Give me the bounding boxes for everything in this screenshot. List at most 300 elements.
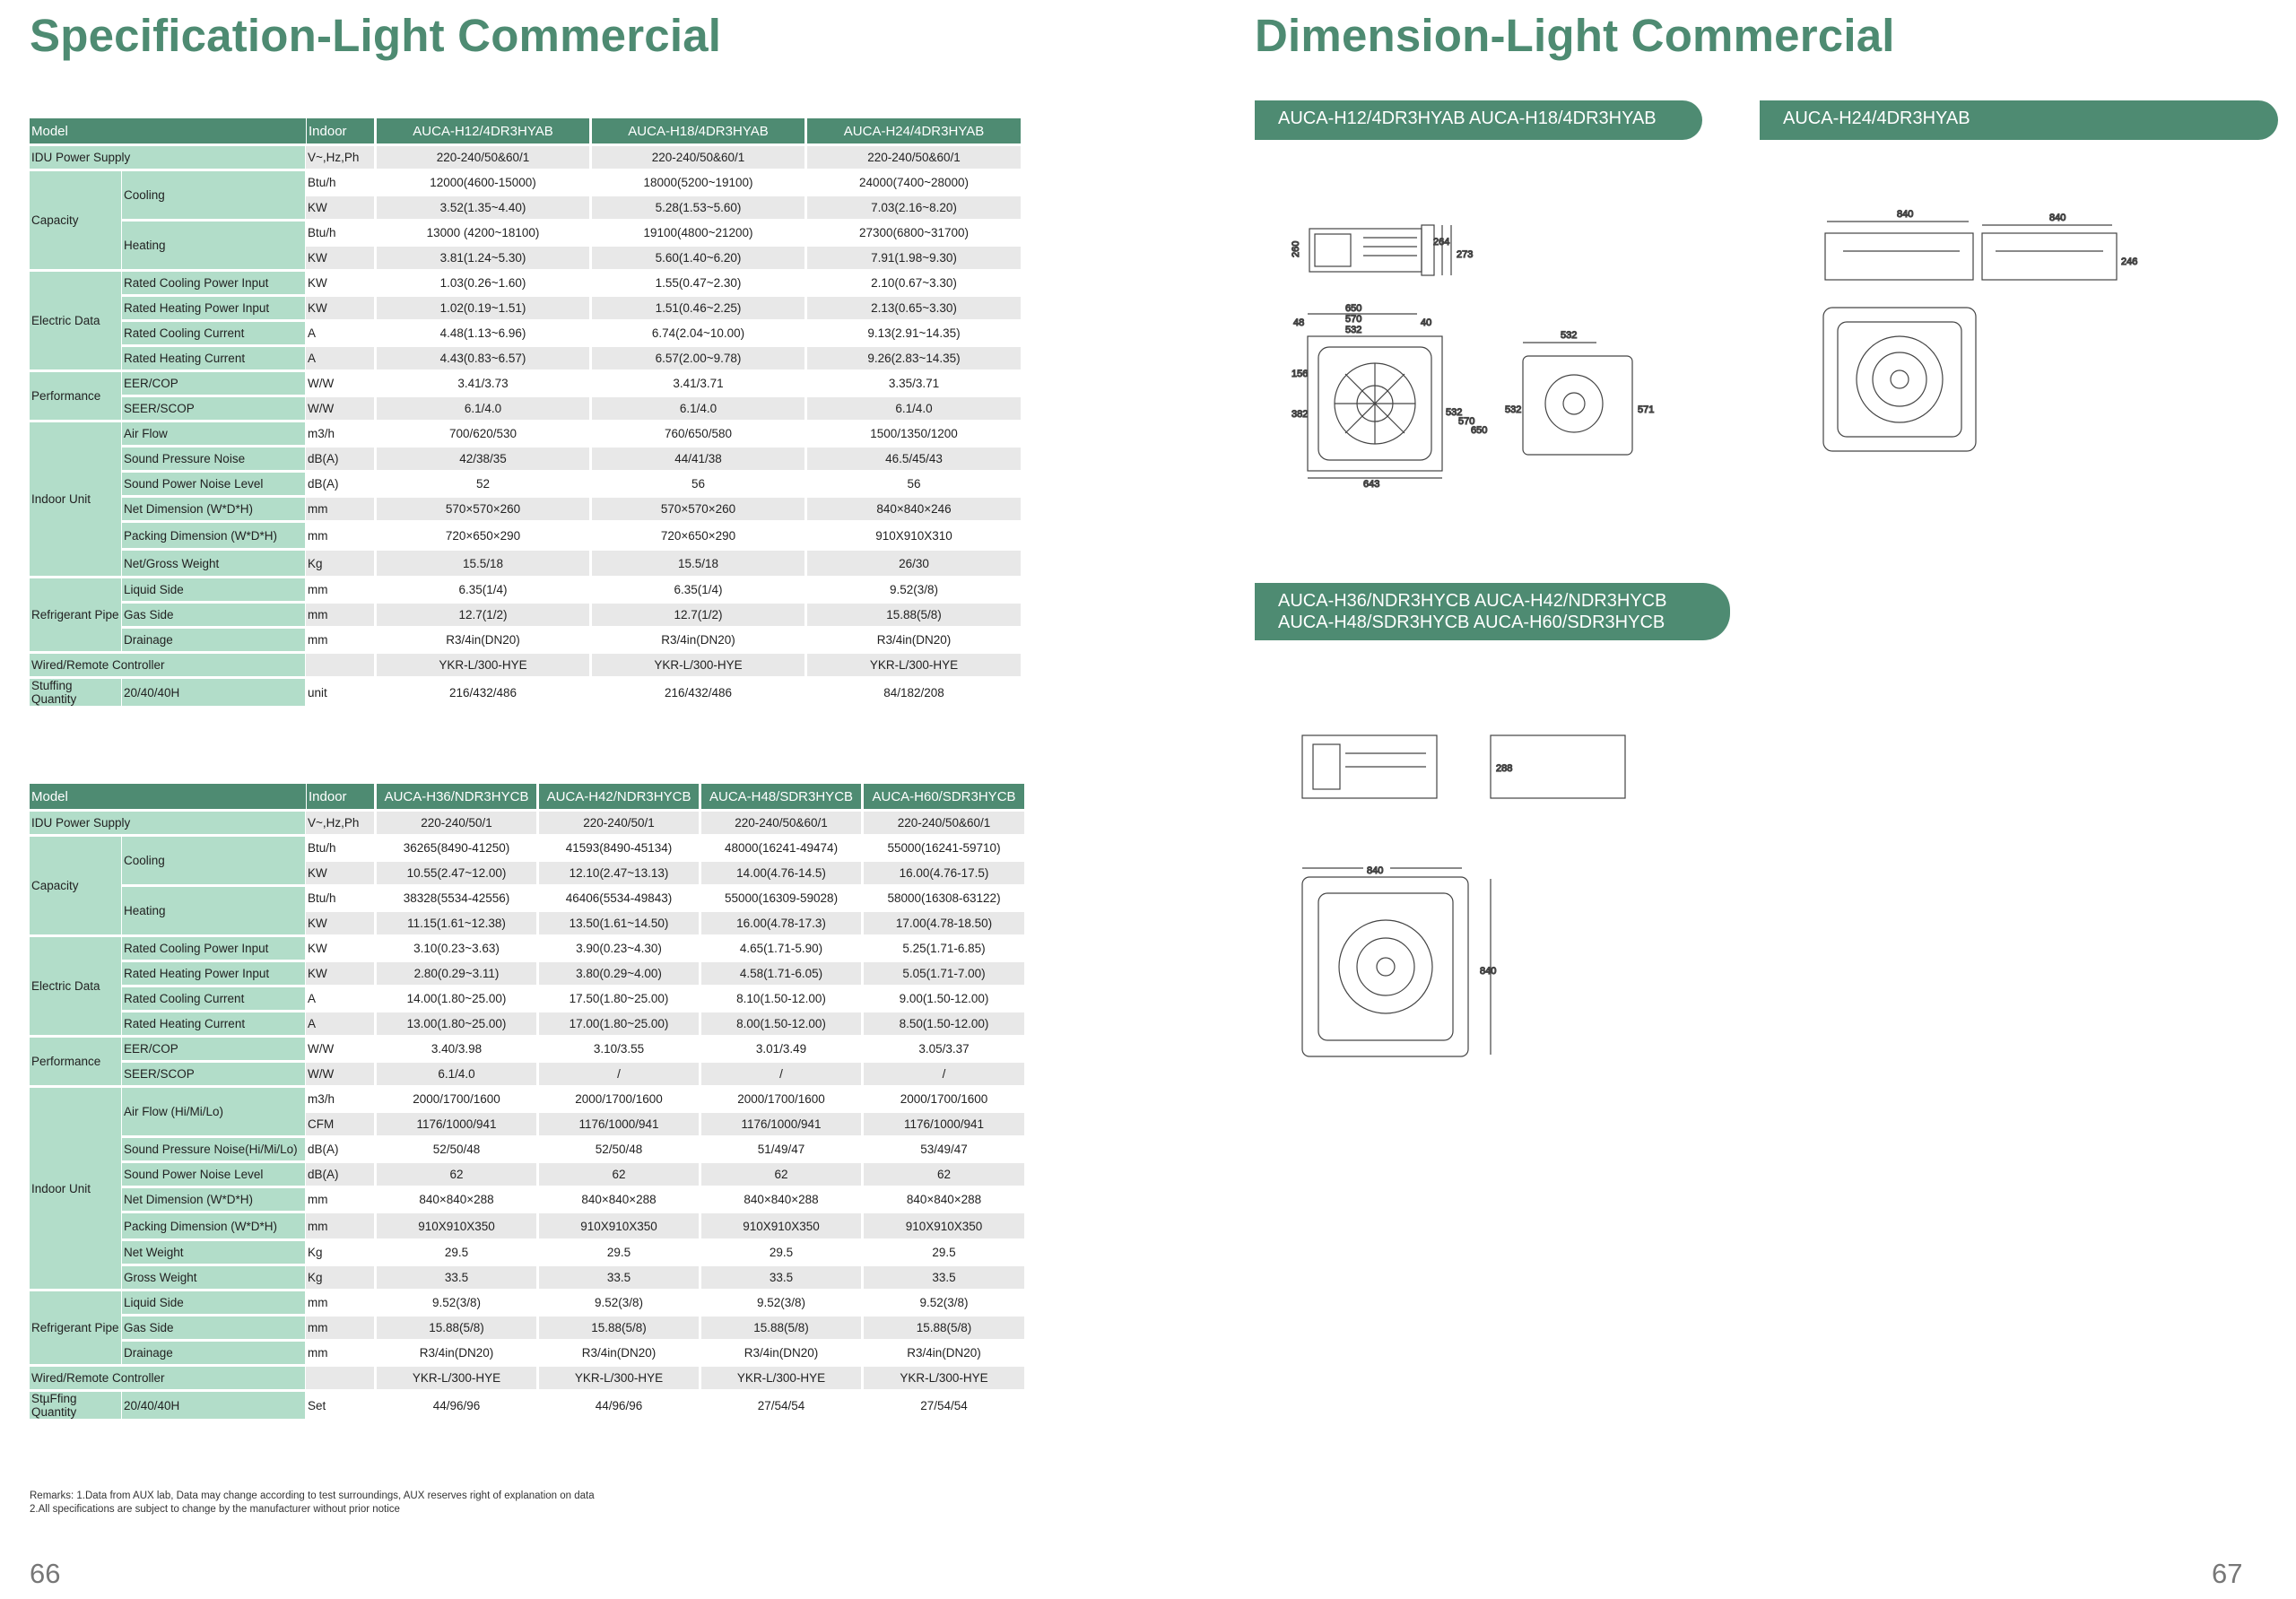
value-cell: 17.00(1.80~25.00) (536, 1012, 699, 1038)
row-group-label: Performance (30, 1038, 122, 1088)
model-banner-small-cassette (1255, 100, 1702, 140)
value-cell: 2000/1700/1600 (536, 1088, 699, 1113)
value-cell: 84/182/208 (804, 679, 1021, 708)
value-cell: 52 (374, 473, 589, 498)
row-unit: A (306, 987, 374, 1012)
value-cell: 9.26(2.83~14.35) (804, 347, 1021, 372)
h24-top-view (1823, 308, 1976, 451)
table-row (30, 1038, 1024, 1063)
header-model-name: AUCA-H60/SDR3HYCB (861, 784, 1024, 812)
header-model-label: Model (30, 784, 306, 812)
table-row (30, 372, 1021, 397)
row-unit: Set (306, 1392, 374, 1421)
dim-label: 40 (1421, 317, 1432, 328)
table-row (30, 962, 1024, 987)
table-row (30, 629, 1021, 654)
value-cell: 4.58(1.71-6.05) (699, 962, 861, 987)
row-sub-label: Heating (122, 222, 306, 272)
row-unit: dB(A) (306, 1138, 374, 1163)
value-cell: 760/650/580 (589, 422, 804, 448)
row-sub-label: Air Flow (122, 422, 306, 448)
value-cell: 3.10/3.55 (536, 1038, 699, 1063)
table-row (30, 1342, 1024, 1367)
value-cell: R3/4in(DN20) (699, 1342, 861, 1367)
value-cell: 41593(8490-45134) (536, 837, 699, 862)
row-sub-label: Packing Dimension (W*D*H) (122, 523, 306, 551)
value-cell: 16.00(4.78-17.3) (699, 912, 861, 937)
value-cell: 4.43(0.83~6.57) (374, 347, 589, 372)
value-cell: 1176/1000/941 (699, 1113, 861, 1138)
dim-label: 532 (1446, 407, 1463, 418)
row-unit: Btu/h (306, 222, 374, 247)
row-unit: Btu/h (306, 837, 374, 862)
value-cell: 216/432/486 (374, 679, 589, 708)
value-cell: 220-240/50/1 (374, 812, 536, 837)
row-sub-label: Packing Dimension (W*D*H) (122, 1213, 306, 1241)
remarks (30, 1490, 595, 1516)
table-row (30, 654, 1021, 679)
row-sub-label: Heating (122, 887, 306, 937)
value-cell: 19100(4800~21200) (589, 222, 804, 247)
value-cell: 700/620/530 (374, 422, 589, 448)
dim-label: 840 (1367, 865, 1384, 876)
row-sub-label: Cooling (122, 837, 306, 887)
value-cell: 44/96/96 (536, 1392, 699, 1421)
value-cell: 62 (861, 1163, 1024, 1188)
table-row (30, 1138, 1024, 1163)
value-cell: 6.1/4.0 (374, 397, 589, 422)
value-cell: 8.10(1.50-12.00) (699, 987, 861, 1012)
dim-label: 273 (1457, 249, 1474, 260)
value-cell: 220-240/50&60/1 (374, 146, 589, 171)
value-cell: 216/432/486 (589, 679, 804, 708)
row-unit: Kg (306, 551, 374, 578)
table-row (30, 498, 1021, 523)
front-view-box (1313, 744, 1340, 789)
row-unit: mm (306, 1188, 374, 1213)
table-row (30, 1392, 1024, 1421)
table-row (30, 272, 1021, 297)
row-sub-label: Rated Cooling Power Input (122, 937, 306, 962)
row-unit: mm (306, 578, 374, 604)
dim-label: 246 (2121, 256, 2138, 267)
value-cell: 46.5/45/43 (804, 448, 1021, 473)
value-cell: 1176/1000/941 (536, 1113, 699, 1138)
value-cell: 9.52(3/8) (374, 1291, 536, 1317)
row-unit: W/W (306, 397, 374, 422)
value-cell: 46406(5534-49843) (536, 887, 699, 912)
dimension-drawing-h24-cassette (1816, 202, 2138, 471)
value-cell: 3.52(1.35~4.40) (374, 196, 589, 222)
value-cell: 220-240/50&60/1 (699, 812, 861, 837)
dim-label: 571 (1638, 404, 1655, 415)
h24-front-view (1825, 233, 1973, 280)
value-cell: 3.05/3.37 (861, 1038, 1024, 1063)
value-cell: 33.5 (536, 1266, 699, 1291)
row-group-label: Wired/Remote Controller (30, 1367, 306, 1392)
row-sub-label: Rated Heating Power Input (122, 962, 306, 987)
value-cell: 33.5 (374, 1266, 536, 1291)
value-cell: 1176/1000/941 (374, 1113, 536, 1138)
value-cell: 15.88(5/8) (536, 1317, 699, 1342)
row-sub-label: Rated Heating Current (122, 1012, 306, 1038)
value-cell: 5.25(1.71-6.85) (861, 937, 1024, 962)
row-group-label: Electric Data (30, 272, 122, 372)
model-banner-large-cassette (1255, 583, 1730, 640)
row-unit: mm (306, 1213, 374, 1241)
value-cell: 3.10(0.23~3.63) (374, 937, 536, 962)
row-unit: V~,Hz,Ph (306, 812, 374, 837)
side-unit-outline (1523, 356, 1632, 455)
value-cell: 5.28(1.53~5.60) (589, 196, 804, 222)
value-cell: 1.02(0.19~1.51) (374, 297, 589, 322)
value-cell: 15.88(5/8) (804, 604, 1021, 629)
value-cell: 840×840×246 (804, 498, 1021, 523)
value-cell: 2000/1700/1600 (699, 1088, 861, 1113)
dim-label: 840 (1897, 209, 1914, 220)
value-cell: 910X910X350 (374, 1213, 536, 1241)
row-sub-label: Rated Heating Power Input (122, 297, 306, 322)
side-view-box (1315, 234, 1351, 266)
value-cell: 5.05(1.71-7.00) (861, 962, 1024, 987)
value-cell: 840×840×288 (536, 1188, 699, 1213)
table-row (30, 347, 1021, 372)
value-cell: 5.60(1.40~6.20) (589, 247, 804, 272)
row-unit: dB(A) (306, 1163, 374, 1188)
value-cell: 4.65(1.71-5.90) (699, 937, 861, 962)
value-cell: 62 (536, 1163, 699, 1188)
value-cell: 56 (589, 473, 804, 498)
dim-label: 643 (1363, 479, 1380, 490)
row-sub-label: EER/COP (122, 1038, 306, 1063)
value-cell: YKR-L/300-HYE (589, 654, 804, 679)
value-cell: 10.55(2.47~12.00) (374, 862, 536, 887)
table-row (30, 448, 1021, 473)
row-unit: KW (306, 247, 374, 272)
value-cell: 6.35(1/4) (374, 578, 589, 604)
row-group-label: Indoor Unit (30, 422, 122, 578)
value-cell: 15.88(5/8) (374, 1317, 536, 1342)
value-cell: 6.1/4.0 (589, 397, 804, 422)
value-cell: 13000 (4200~18100) (374, 222, 589, 247)
value-cell: 9.13(2.91~14.35) (804, 322, 1021, 347)
value-cell: R3/4in(DN20) (374, 629, 589, 654)
header-indoor-label: Indoor (306, 784, 374, 812)
row-unit: Btu/h (306, 171, 374, 196)
page-number-right: 67 (2212, 1558, 2243, 1589)
value-cell: R3/4in(DN20) (374, 1342, 536, 1367)
row-sub-label: Gas Side (122, 1317, 306, 1342)
row-unit: KW (306, 862, 374, 887)
value-cell: 15.88(5/8) (699, 1317, 861, 1342)
table-row (30, 604, 1021, 629)
value-cell: 17.00(4.78-18.50) (861, 912, 1024, 937)
value-cell: 44/41/38 (589, 448, 804, 473)
banner-text-line-1: AUCA-H36/NDR3HYCB AUCA-H42/NDR3HYCB (1278, 591, 1667, 611)
h24-hub (1891, 370, 1909, 388)
value-cell: 9.52(3/8) (804, 578, 1021, 604)
value-cell: 2.10(0.67~3.30) (804, 272, 1021, 297)
row-group-label: Indoor Unit (30, 1088, 122, 1291)
value-cell: 6.57(2.00~9.78) (589, 347, 804, 372)
table-row (30, 171, 1021, 196)
value-cell: 1500/1350/1200 (804, 422, 1021, 448)
banner-text: AUCA-H24/4DR3HYAB (1783, 109, 1970, 128)
value-cell: 48000(16241-49474) (699, 837, 861, 862)
row-unit: mm (306, 629, 374, 654)
row-group-label: IDU Power Supply (30, 146, 306, 171)
remark-line-2: 2.All specifications are subject to change by the manufacturer without prior notice (30, 1504, 400, 1515)
table-row (30, 1317, 1024, 1342)
value-cell: 42/38/35 (374, 448, 589, 473)
row-unit: mm (306, 498, 374, 523)
row-sub-label: Sound Pressure Noise (122, 448, 306, 473)
h24-side-view (1982, 233, 2117, 280)
row-sub-label: Sound Power Noise Level (122, 1163, 306, 1188)
value-cell: 1.03(0.26~1.60) (374, 272, 589, 297)
value-cell: 1.51(0.46~2.25) (589, 297, 804, 322)
side-view-panel (1422, 225, 1434, 275)
value-cell: 29.5 (374, 1241, 536, 1266)
value-cell: 9.00(1.50-12.00) (861, 987, 1024, 1012)
table-row (30, 422, 1021, 448)
row-unit: A (306, 1012, 374, 1038)
remark-line-1: Remarks: 1.Data from AUX lab, Data may change according to test surroundings, AUX reserves right of explanation on data (30, 1490, 595, 1501)
table-row (30, 1291, 1024, 1317)
dim-label: 382 (1292, 409, 1309, 420)
dim-label: 156 (1292, 369, 1309, 379)
value-cell: 910X910X350 (861, 1213, 1024, 1241)
value-cell: 720×650×290 (589, 523, 804, 551)
value-cell: 24000(7400~28000) (804, 171, 1021, 196)
value-cell: 62 (374, 1163, 536, 1188)
value-cell: 16.00(4.76-17.5) (861, 862, 1024, 887)
dim-label: 260 (1291, 240, 1301, 257)
dim-label: 532 (1505, 404, 1522, 415)
value-cell: 33.5 (861, 1266, 1024, 1291)
row-unit: W/W (306, 372, 374, 397)
large-top-view (1302, 877, 1468, 1056)
value-cell: 8.50(1.50-12.00) (861, 1012, 1024, 1038)
value-cell: 3.41/3.73 (374, 372, 589, 397)
row-sub-label: Cooling (122, 171, 306, 222)
row-unit: KW (306, 272, 374, 297)
row-group-label: Wired/Remote Controller (30, 654, 306, 679)
header-indoor-label: Indoor (306, 118, 374, 146)
value-cell: 55000(16241-59710) (861, 837, 1024, 862)
value-cell: 53/49/47 (861, 1138, 1024, 1163)
row-unit: mm (306, 1342, 374, 1367)
row-sub-label: Net Dimension (W*D*H) (122, 1188, 306, 1213)
table-row (30, 812, 1024, 837)
value-cell: 6.74(2.04~10.00) (589, 322, 804, 347)
header-model-name: AUCA-H42/NDR3HYCB (536, 784, 699, 812)
row-unit: m3/h (306, 422, 374, 448)
table-row (30, 523, 1021, 551)
value-cell: 52/50/48 (374, 1138, 536, 1163)
value-cell: 14.00(1.80~25.00) (374, 987, 536, 1012)
value-cell: 56 (804, 473, 1021, 498)
value-cell: 9.52(3/8) (699, 1291, 861, 1317)
value-cell: R3/4in(DN20) (861, 1342, 1024, 1367)
row-unit: dB(A) (306, 448, 374, 473)
value-cell: 36265(8490-41250) (374, 837, 536, 862)
spec-table-1 (30, 118, 1021, 708)
value-cell: 570×570×260 (589, 498, 804, 523)
value-cell: 62 (699, 1163, 861, 1188)
value-cell: 3.41/3.71 (589, 372, 804, 397)
value-cell: 3.01/3.49 (699, 1038, 861, 1063)
value-cell: YKR-L/300-HYE (374, 654, 589, 679)
dimension-drawing-large-cassette (1292, 726, 1596, 1067)
value-cell: 29.5 (536, 1241, 699, 1266)
value-cell: 12.10(2.47~13.13) (536, 862, 699, 887)
row-sub-label: Rated Heating Current (122, 347, 306, 372)
row-sub-label: Sound Power Noise Level (122, 473, 306, 498)
row-unit: CFM (306, 1113, 374, 1138)
value-cell: 27300(6800~31700) (804, 222, 1021, 247)
value-cell: 15.5/18 (589, 551, 804, 578)
row-sub-label: 20/40/40H (122, 1392, 306, 1421)
row-unit: m3/h (306, 1088, 374, 1113)
value-cell: YKR-L/300-HYE (536, 1367, 699, 1392)
value-cell: 4.48(1.13~6.96) (374, 322, 589, 347)
value-cell: 15.5/18 (374, 551, 589, 578)
value-cell: 8.00(1.50-12.00) (699, 1012, 861, 1038)
value-cell: 720×650×290 (374, 523, 589, 551)
dim-label: 570 (1345, 314, 1362, 325)
value-cell: 910X910X310 (804, 523, 1021, 551)
row-group-label: Refrigerant Pipe (30, 1291, 122, 1367)
value-cell: 51/49/47 (699, 1138, 861, 1163)
side-unit-fan (1545, 375, 1603, 432)
value-cell: 910X910X350 (536, 1213, 699, 1241)
value-cell: YKR-L/300-HYE (374, 1367, 536, 1392)
header-model-label: Model (30, 118, 306, 146)
row-group-label: Performance (30, 372, 122, 422)
table-row (30, 1012, 1024, 1038)
side-view-outline (1309, 229, 1422, 272)
row-unit: A (306, 347, 374, 372)
table-row (30, 551, 1021, 578)
dim-label: 532 (1561, 330, 1578, 341)
value-cell: 33.5 (699, 1266, 861, 1291)
table-row (30, 1266, 1024, 1291)
value-cell: 55000(16309-59028) (699, 887, 861, 912)
row-unit (306, 654, 374, 679)
value-cell: / (699, 1063, 861, 1088)
row-sub-label: Net Weight (122, 1241, 306, 1266)
row-unit: W/W (306, 1063, 374, 1088)
header-model-name: AUCA-H36/NDR3HYCB (374, 784, 536, 812)
row-unit: dB(A) (306, 473, 374, 498)
row-sub-label: Gas Side (122, 604, 306, 629)
row-sub-label: Net/Gross Weight (122, 551, 306, 578)
value-cell: 38328(5534-42556) (374, 887, 536, 912)
row-unit: mm (306, 1317, 374, 1342)
row-sub-label: SEER/SCOP (122, 397, 306, 422)
value-cell: 18000(5200~19100) (589, 171, 804, 196)
row-group-label: Refrigerant Pipe (30, 578, 122, 654)
value-cell: 6.35(1/4) (589, 578, 804, 604)
table-row (30, 1241, 1024, 1266)
row-group-label: IDU Power Supply (30, 812, 306, 837)
page-title-left: Specification-Light Commercial (30, 10, 722, 61)
value-cell: 13.00(1.80~25.00) (374, 1012, 536, 1038)
spec-table-2 (30, 784, 1024, 1421)
value-cell: 26/30 (804, 551, 1021, 578)
table-row (30, 679, 1021, 708)
value-cell: 570×570×260 (374, 498, 589, 523)
table-row (30, 146, 1021, 171)
value-cell: 29.5 (699, 1241, 861, 1266)
value-cell: 2000/1700/1600 (861, 1088, 1024, 1113)
banner-text: AUCA-H12/4DR3HYAB AUCA-H18/4DR3HYAB (1278, 109, 1657, 128)
table-header-row (30, 118, 1021, 146)
row-unit: W/W (306, 1038, 374, 1063)
row-unit: unit (306, 679, 374, 708)
table-row (30, 1163, 1024, 1188)
row-unit: mm (306, 1291, 374, 1317)
table-row (30, 297, 1021, 322)
row-sub-label: Sound Pressure Noise(Hi/Mi/Lo) (122, 1138, 306, 1163)
side-unit-hub (1563, 393, 1585, 414)
row-unit: Kg (306, 1241, 374, 1266)
table-row (30, 578, 1021, 604)
large-hub (1377, 958, 1395, 976)
large-fan (1339, 920, 1432, 1013)
value-cell: 29.5 (861, 1241, 1024, 1266)
table-header-row (30, 784, 1024, 812)
row-unit: V~,Hz,Ph (306, 146, 374, 171)
table-row (30, 1088, 1024, 1113)
value-cell: 2.80(0.29~3.11) (374, 962, 536, 987)
row-unit: mm (306, 604, 374, 629)
dim-label: 532 (1345, 325, 1362, 335)
dim-label: 264 (1433, 237, 1450, 248)
row-sub-label: Drainage (122, 1342, 306, 1367)
value-cell: 7.03(2.16~8.20) (804, 196, 1021, 222)
table-row (30, 887, 1024, 912)
row-unit: Btu/h (306, 887, 374, 912)
value-cell: 14.00(4.76-14.5) (699, 862, 861, 887)
row-group-label: StµFfing Quantity (30, 1392, 122, 1421)
value-cell: 840×840×288 (699, 1188, 861, 1213)
row-sub-label: Liquid Side (122, 1291, 306, 1317)
table-row (30, 1188, 1024, 1213)
value-cell: 13.50(1.61~14.50) (536, 912, 699, 937)
value-cell: 11.15(1.61~12.38) (374, 912, 536, 937)
table-row (30, 987, 1024, 1012)
value-cell: 27/54/54 (699, 1392, 861, 1421)
value-cell: 840×840×288 (374, 1188, 536, 1213)
row-unit: KW (306, 937, 374, 962)
value-cell: 3.81(1.24~5.30) (374, 247, 589, 272)
row-unit: KW (306, 196, 374, 222)
value-cell: 3.80(0.29~4.00) (536, 962, 699, 987)
dim-label: 48 (1293, 317, 1305, 328)
value-cell: / (536, 1063, 699, 1088)
model-banner-h24-cassette (1760, 100, 2278, 140)
row-unit: KW (306, 962, 374, 987)
value-cell: 52/50/48 (536, 1138, 699, 1163)
row-group-label: Electric Data (30, 937, 122, 1038)
value-cell: 17.50(1.80~25.00) (536, 987, 699, 1012)
row-sub-label: Gross Weight (122, 1266, 306, 1291)
table-row (30, 1367, 1024, 1392)
dim-label: 840 (1480, 966, 1497, 977)
value-cell: 9.52(3/8) (536, 1291, 699, 1317)
